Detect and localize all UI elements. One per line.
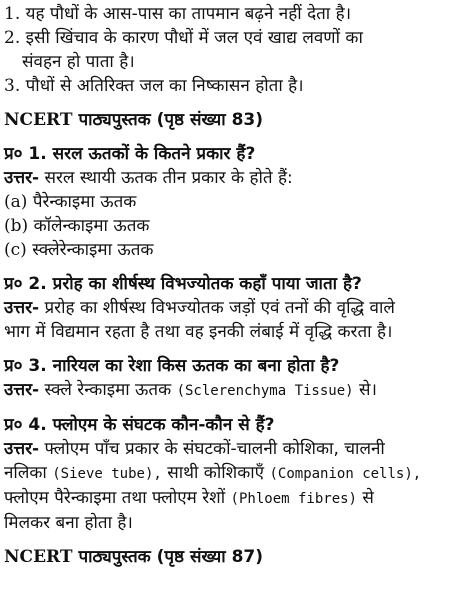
answer-text: साथी कोशिकाएँ [167,463,265,483]
list-item [4,26,466,50]
option-text: पैरेन्काइमा ऊतक [32,192,137,212]
answer-text-end: से। [358,380,377,400]
option-key: (c) [4,240,27,260]
answer-english-term: (Sieve tube), [52,466,162,482]
question-text: नारियल का रेशा किस ऊतक का बना होता है? [52,356,340,376]
section-title: पाठ्यपुस्तक (पृष्ठ संख्या 87) [78,547,264,567]
answer-english-term: (Sclerenchyma Tissue) [176,383,354,399]
answer-english-term: (Companion cells), [269,466,422,482]
list-item [4,74,466,98]
item-number: 3. [4,76,21,96]
answer-continuation [4,320,466,344]
answer-text: से [362,488,374,508]
answer-label: उत्तर- [4,380,40,400]
item-text: इसी खिंचाव के कारण पौधों में जल एवं खाद्य लवणों का [25,28,363,48]
answer-continuation [4,511,466,535]
option-item [4,190,466,214]
section-heading [4,108,466,132]
answer-label: उत्तर- [4,439,40,459]
answer-text: फ्लोएम पाँच प्रकार के संघटकों-चालनी कोशिका, चालनी [44,439,385,459]
section-prefix: NCERT [4,547,73,567]
answer [4,437,466,461]
answer [4,166,466,190]
question-label: प्र० 4. [4,415,47,435]
answer-english-term: (Phloem fibres) [230,491,357,507]
option-key: (a) [4,192,28,212]
answer [4,378,466,403]
answer-text: नलिका [4,463,47,483]
item-text: पौधों से अतिरिक्त जल का निष्कासन होता है। [25,76,304,96]
question-label: प्र० 2. [4,274,47,294]
answer-text: भाग में विद्यमान रहता है तथा वह इनकी लंबाई में वृद्धि करता है। [4,322,393,342]
answer-continuation [4,461,466,486]
option-key: (b) [4,216,29,236]
answer-text: फ्लोएम पैरेन्काइमा तथा फ्लोएम रेशों [4,488,226,508]
item-number: 2. [4,28,21,48]
list-item [4,2,466,26]
section-prefix: NCERT [4,110,73,130]
item-text: यह पौधों के आस-पास का तापमान बढ़ने नहीं देता है। [25,4,352,24]
answer-label: उत्तर- [4,298,40,318]
option-text: कॉलेन्काइमा ऊतक [33,216,150,236]
answer [4,296,466,320]
answer-text: सरल स्थायी ऊतक तीन प्रकार के होते हैं: [44,168,293,188]
option-text: स्क्लेरेन्काइमा ऊतक [32,240,154,260]
answer-label: उत्तर- [4,168,40,188]
option-item [4,238,466,262]
item-text: संवहन हो पाता है। [22,52,135,72]
question-text: सरल ऊतकों के कितने प्रकार हैं? [52,144,256,164]
item-number: 1. [4,4,21,24]
section-title: पाठ्यपुस्तक (पृष्ठ संख्या 83) [78,110,264,130]
question-label: प्र० 3. [4,356,47,376]
question-label: प्र० 1. [4,144,47,164]
option-item [4,214,466,238]
question [4,354,466,378]
list-item-continuation [4,50,466,74]
question-text: फ्लोएम के संघटक कौन-कौन से हैं? [52,415,275,435]
answer-text: स्क्ले रेन्काइमा ऊतक [44,380,172,400]
question [4,413,466,437]
answer-text: मिलकर बना होता है। [4,513,133,533]
section-heading [4,545,466,569]
question [4,272,466,296]
answer-text: प्ररोह का शीर्षस्थ विभज्योतक जड़ों एवं तनों की वृद्धि वाले [44,298,395,318]
question-text: प्ररोह का शीर्षस्थ विभज्योतक कहाँ पाया जाता है? [52,274,362,294]
answer-continuation [4,486,466,511]
question [4,142,466,166]
